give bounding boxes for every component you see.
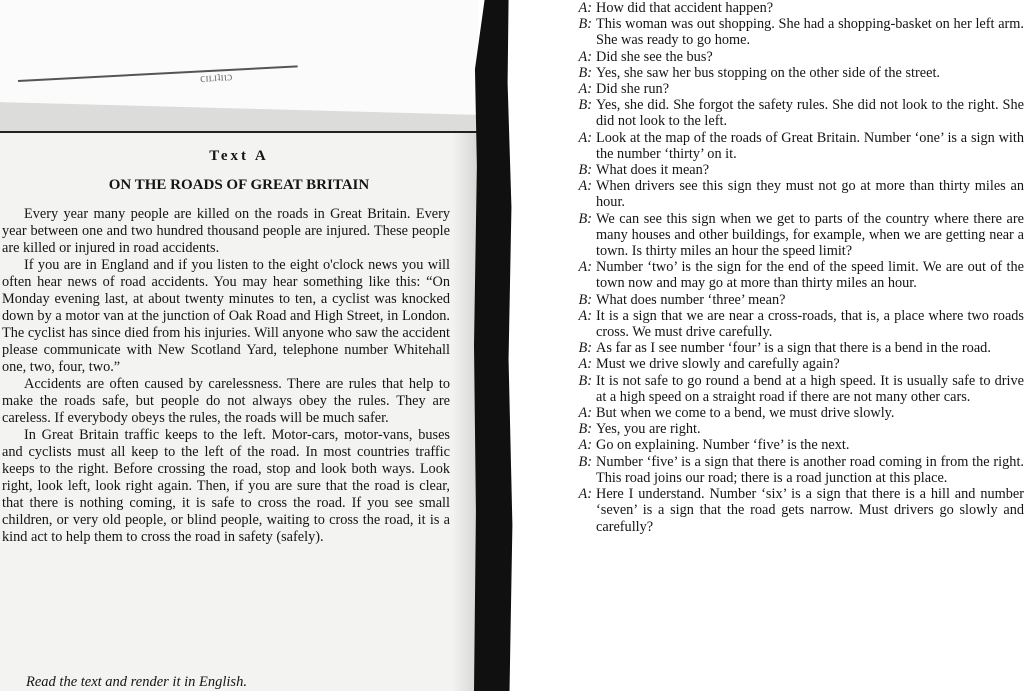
dialogue-turn — [576, 97, 1024, 129]
overlapping-paper-sheet — [0, 0, 478, 116]
dialogue-turn — [576, 373, 1024, 405]
speaker-label: B: — [578, 340, 592, 357]
dialogue-turn — [576, 178, 1024, 210]
speaker-label: A: — [578, 356, 592, 373]
dialogue-turn — [576, 162, 1024, 178]
dialogue-line: It is a sign that we are near a cross-roads, that is, a place where two roads cross. We must drive carefully. — [596, 307, 1024, 341]
speaker-label: B: — [578, 453, 592, 470]
dialogue-turn — [576, 421, 1024, 437]
dialogue-turn — [576, 437, 1024, 453]
speaker-label: A: — [578, 437, 592, 454]
speaker-label: A: — [578, 178, 592, 195]
speaker-label: B: — [578, 210, 592, 227]
speaker-label: A: — [578, 307, 592, 324]
dialogue-turn — [576, 259, 1024, 291]
paragraph-2: If you are in England and if you listen to the eight o'clock news you will often hear news of road accidents. You may hear something like this: “On Monday evening last, at about twenty minutes to ten, a cyclist was knocked down by a motor van at the junction of Oak Road and High Street, in London. The cyclist has since died from his injuries. Will anyone who saw the accident please communicate with New Scotland Yard, telephone number Whitehall one, two, four, two.” — [2, 257, 450, 375]
sheet-faded-text: ϲɪʟɪʇɪɩɔ — [199, 69, 233, 85]
dialogue-line: Did she see the bus? — [596, 48, 713, 65]
speaker-label: A: — [578, 0, 592, 16]
dialogue-line: What does it mean? — [596, 162, 710, 179]
paragraph-1: Every year many people are killed on the roads in Great Britain. Every year between one and two hundred thousand people are injured. These people are killed or injured in road accidents. — [2, 206, 450, 256]
speaker-label: A: — [578, 259, 592, 276]
dialogue-turn — [576, 454, 1024, 486]
speaker-label: A: — [578, 129, 592, 146]
text-heading: ON THE ROADS OF GREAT BRITAIN — [108, 177, 370, 193]
dialogue-turn — [576, 49, 1024, 65]
dialogue-turn — [576, 356, 1024, 372]
dialogue-line: How did that accident happen? — [596, 0, 774, 16]
speaker-label: B: — [578, 16, 592, 33]
text-title: Text A — [209, 148, 269, 164]
paragraph-3: Accidents are often caused by carelessness. There are rules that help to make the roads safe, but people do not always obey the rules. They are careless. If everybody obeys the rules, the roads will be much safer. — [2, 376, 450, 426]
speaker-label: A: — [578, 48, 592, 65]
speaker-label: A: — [578, 486, 592, 503]
dialogue-line: As far as I see number ‘four’ is a sign that there is a bend in the road. — [596, 340, 991, 357]
spine-shadow — [452, 131, 478, 691]
dialogue-line: This woman was out shopping. She had a shopping-basket on her left arm. She was ready to go home. — [596, 16, 1024, 49]
speaker-label: A: — [578, 405, 592, 422]
dialogue-turn — [576, 16, 1024, 48]
dialogue-turn — [576, 308, 1024, 340]
dialogue-line: Number ‘two’ is the sign for the end of the speed limit. We are out of the town now and may go at more than thirty miles an hour. — [596, 259, 1024, 292]
speaker-label: B: — [578, 421, 592, 438]
left-page — [0, 0, 478, 691]
speaker-label: B: — [578, 64, 592, 81]
dialogue-line: When drivers see this sign they must not go at more than thirty miles an hour. — [596, 178, 1024, 211]
dialogue-turn — [576, 340, 1024, 356]
page-edge-line — [0, 131, 478, 133]
dialogue-turn — [576, 405, 1024, 421]
dialogue-line: Look at the map of the roads of Great Britain. Number ‘one’ is a sign with the number ‘thirty’ on it. — [596, 129, 1024, 162]
speaker-label: B: — [578, 372, 592, 389]
speaker-label: A: — [578, 81, 592, 98]
dialogue-line: Yes, she did. She forgot the safety rules. She did not look to the right. She did not look to the left. — [596, 97, 1024, 130]
dialogue-turn — [576, 292, 1024, 308]
book-spine — [474, 0, 522, 691]
dialogue-line: But when we come to a bend, we must drive slowly. — [596, 405, 895, 422]
speaker-label: B: — [578, 162, 592, 179]
dialogue-line: Did she run? — [596, 81, 670, 98]
dialogue-line: Here I understand. Number ‘six’ is a sign that there is a hill and number ‘seven’ is a sign that the road gets narrow. Must drivers go slowly and carefully? — [596, 486, 1024, 535]
dialogue-line: Yes, you are right. — [596, 421, 701, 438]
dialogue-line: We can see this sign when we get to parts of the country where there are many houses and other buildings, for example, when we are getting near a town. Is thirty miles an hour the speed limit? — [596, 210, 1024, 260]
exercise-instruction: Read the text and render it in English. — [26, 674, 247, 690]
dialogue — [576, 0, 1024, 535]
dialogue-turn — [576, 81, 1024, 97]
dialogue-line: Yes, she saw her bus stopping on the other side of the street. — [596, 64, 941, 81]
speaker-label: B: — [578, 291, 592, 308]
dialogue-turn — [576, 486, 1024, 535]
dialogue-line: Must we drive slowly and carefully again? — [596, 356, 840, 373]
dialogue-line: It is not safe to go round a bend at a high speed. It is usually safe to drive at a high speed on a straight road if there are not many other cars. — [596, 372, 1024, 405]
dialogue-turn — [576, 130, 1024, 162]
dialogue-turn — [576, 0, 1024, 16]
speaker-label: B: — [578, 97, 592, 114]
dialogue-line: Go on explaining. Number ‘five’ is the next. — [596, 437, 850, 454]
dialogue-line: Number ‘five’ is a sign that there is another road coming in from the right. This road joins our road; there is a road junction at this place. — [596, 453, 1024, 486]
dialogue-line: What does number ‘three’ mean? — [596, 291, 786, 308]
dialogue-turn — [576, 211, 1024, 260]
dialogue-turn — [576, 65, 1024, 81]
paragraph-4: In Great Britain traffic keeps to the left. Motor-cars, motor-vans, buses and cyclists must all keep to the left of the road. In most countries traffic keeps to the right. Before crossing the road, stop and look both ways. Look right, look left, look right again. Then, if you are sure that the road is clear, that there is nothing coming, it is safe to cross the road. If you see small children, or very old people, or blind people, waiting to cross the road, it is a kind act to help them to cross the road in safety (safely). — [2, 427, 450, 545]
right-page — [520, 0, 1024, 691]
body-text — [2, 206, 450, 546]
